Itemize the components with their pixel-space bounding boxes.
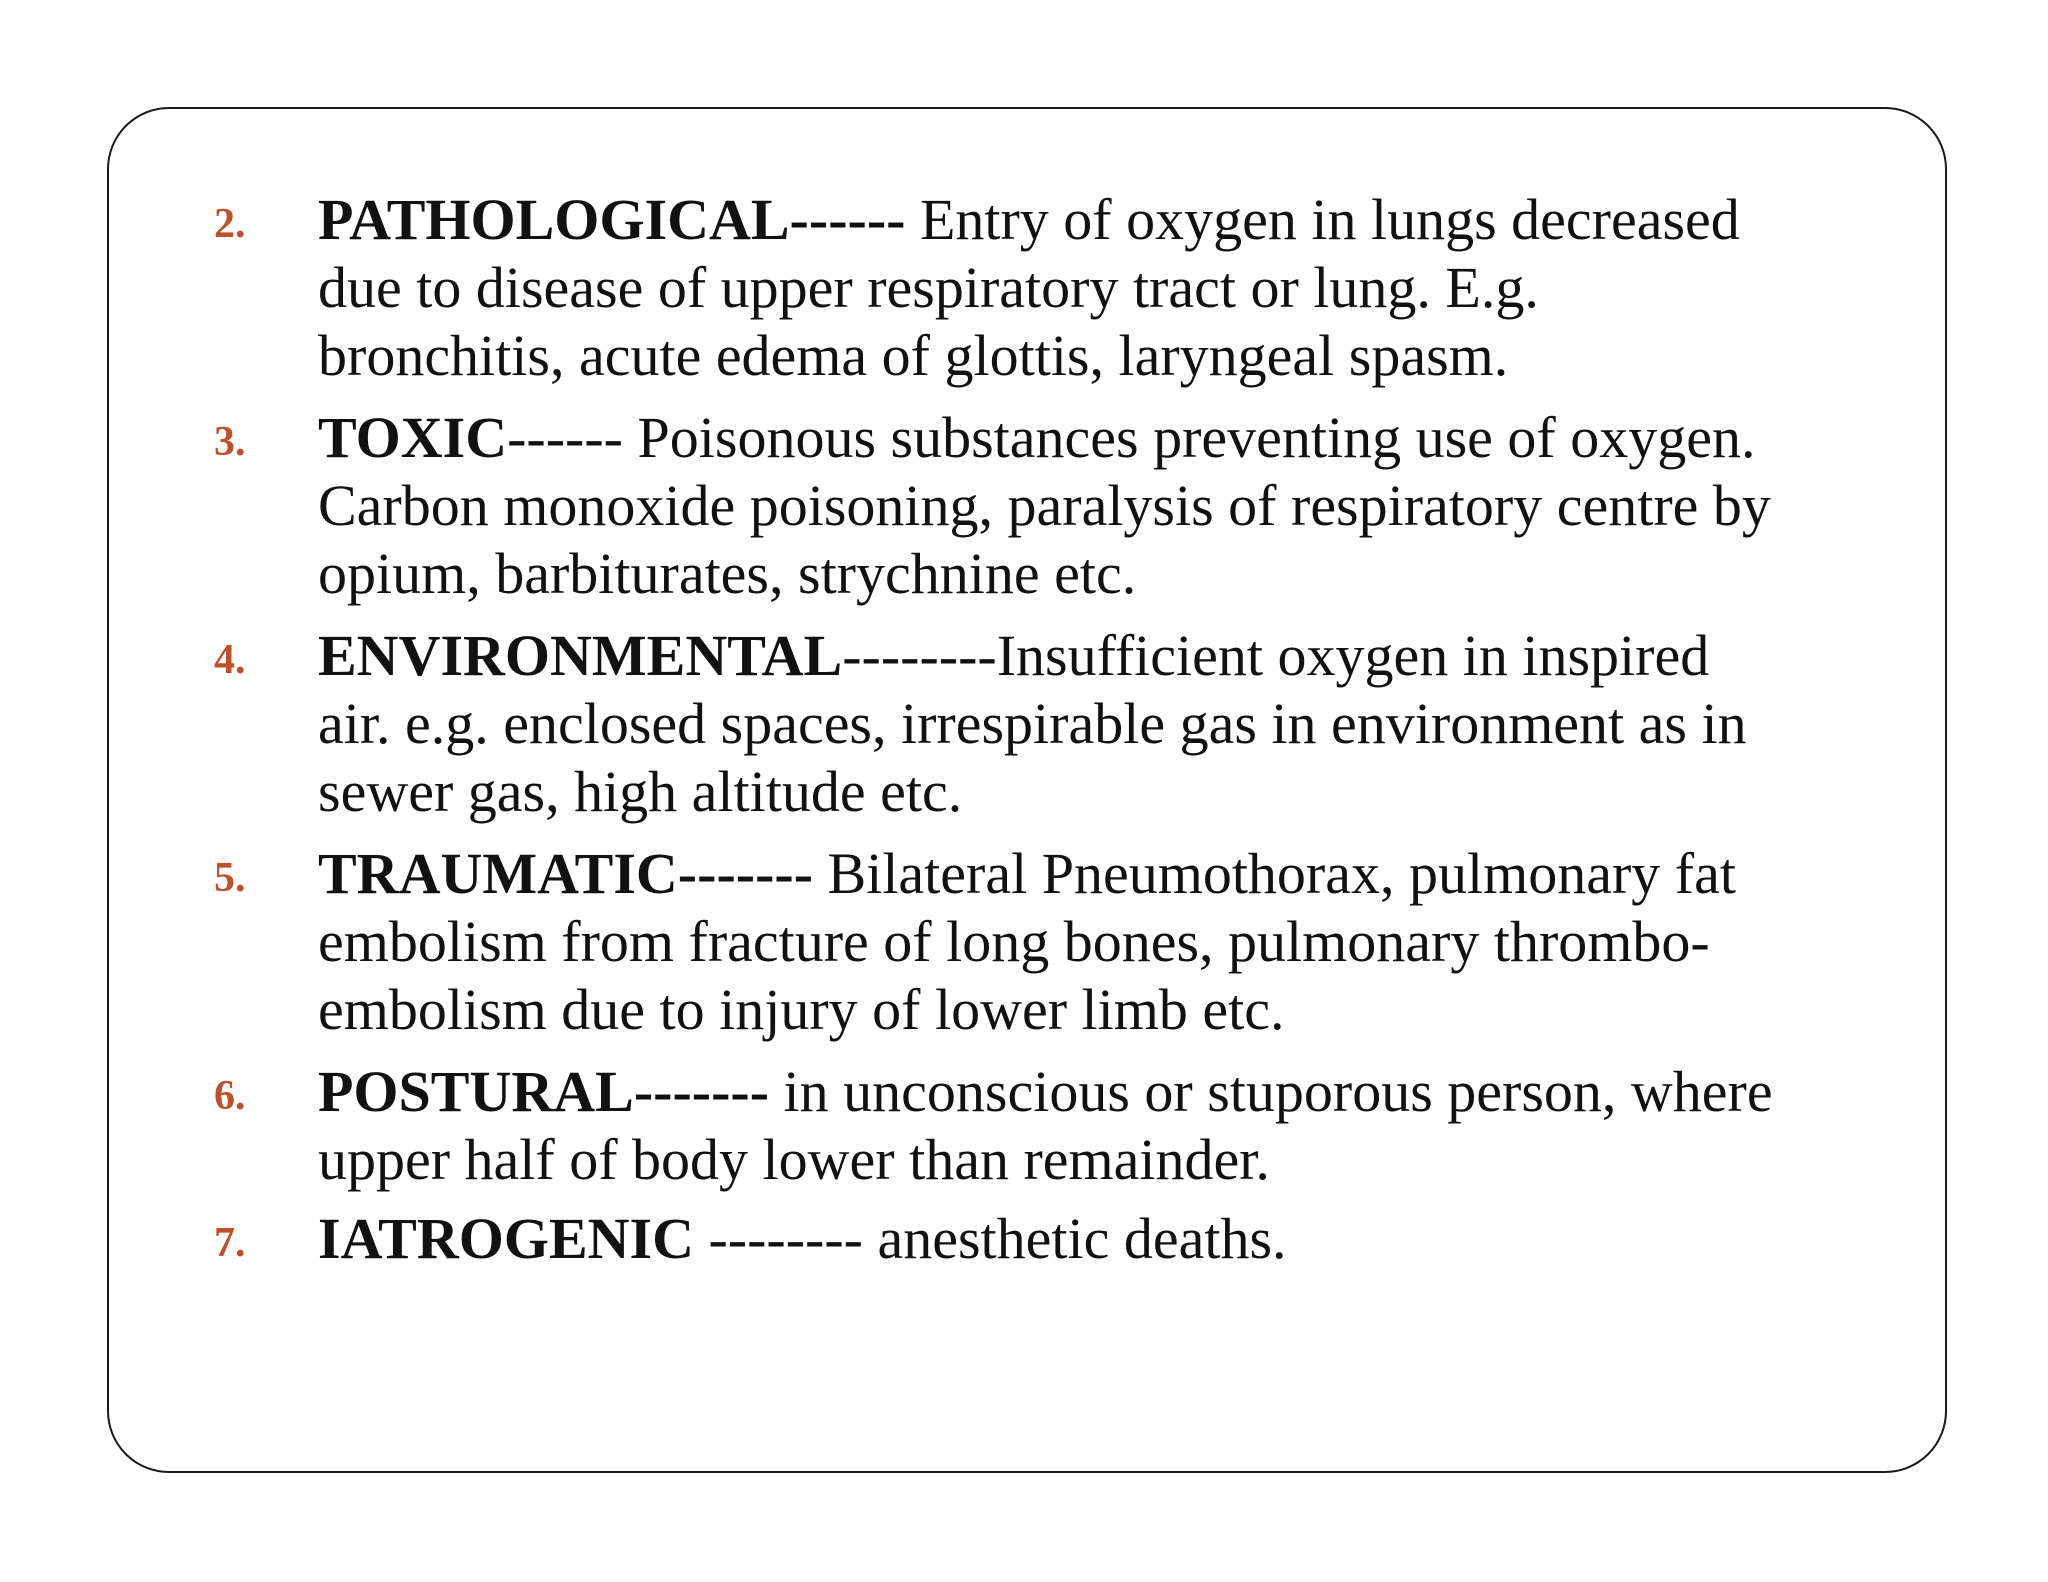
item-text: -------- anesthetic deaths.	[693, 1206, 1287, 1271]
item-line	[318, 976, 1285, 1044]
item-heading: TOXIC	[318, 405, 508, 470]
item-text: --------Insufficient oxygen in inspired	[842, 623, 1710, 688]
item-text: Carbon monoxide poisoning, paralysis of respiratory centre by	[318, 473, 1771, 538]
item-text: Entry of oxygen in lungs decreased	[905, 187, 1740, 252]
item-number: 4.	[214, 637, 246, 683]
item-heading: TRAUMATIC-------	[318, 841, 814, 906]
item-line	[318, 690, 1747, 758]
item-heading: ENVIRONMENTAL	[318, 623, 843, 688]
item-number: 6.	[214, 1073, 246, 1119]
item-number: 2.	[214, 201, 246, 247]
item-line	[318, 540, 1136, 608]
item-heading: IATROGENIC	[318, 1206, 694, 1271]
item-text: due to disease of upper respiratory tract or lung. E.g.	[318, 255, 1539, 320]
item-text: in unconscious or stuporous person, where	[769, 1059, 1773, 1124]
item-line	[318, 622, 1709, 690]
item-heading: PATHOLOGICAL------	[318, 187, 906, 252]
item-line	[318, 1126, 1270, 1194]
item-line	[318, 758, 962, 826]
item-line	[318, 1058, 1773, 1126]
item-text: upper half of body lower than remainder.	[318, 1127, 1270, 1192]
item-line	[318, 472, 1771, 540]
item-line	[318, 404, 1755, 472]
item-heading: POSTURAL-------	[318, 1059, 770, 1124]
item-line	[318, 840, 1736, 908]
item-number: 7.	[214, 1220, 246, 1266]
item-line	[318, 186, 1740, 254]
item-text: embolism from fracture of long bones, pulmonary thrombo-	[318, 909, 1710, 974]
item-number: 3.	[214, 419, 246, 465]
item-text: bronchitis, acute edema of glottis, laryngeal spasm.	[318, 323, 1509, 388]
item-text: Bilateral Pneumothorax, pulmonary fat	[813, 841, 1736, 906]
item-text: air. e.g. enclosed spaces, irrespirable gas in environment as in	[318, 691, 1747, 756]
item-line	[318, 1205, 1287, 1273]
item-number: 5.	[214, 855, 246, 901]
item-line	[318, 908, 1710, 976]
item-text: sewer gas, high altitude etc.	[318, 759, 963, 824]
item-text: embolism due to injury of lower limb etc.	[318, 977, 1285, 1042]
item-text: opium, barbiturates, strychnine etc.	[318, 541, 1137, 606]
item-line	[318, 254, 1539, 322]
item-text: ------ Poisonous substances preventing use of oxygen.	[507, 405, 1756, 470]
item-line	[318, 322, 1508, 390]
